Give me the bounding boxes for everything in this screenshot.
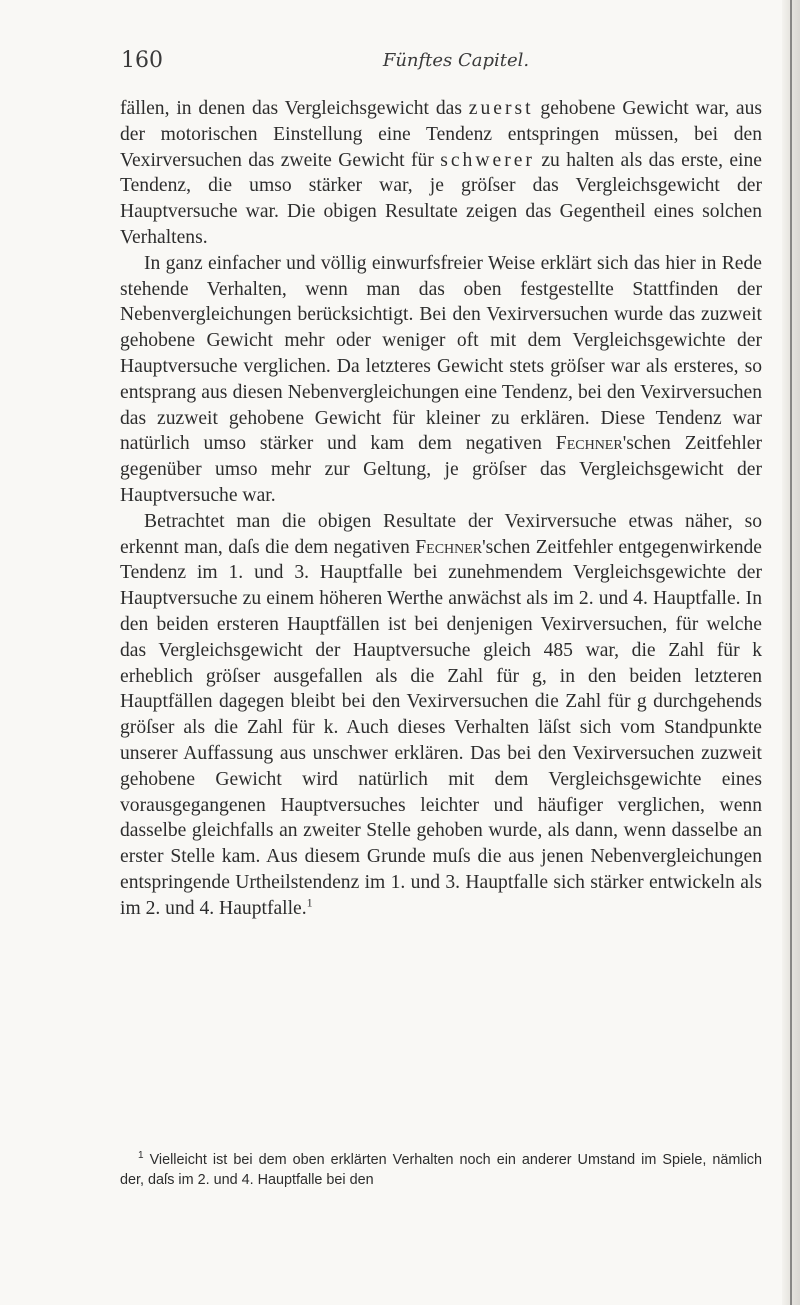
page-number: 160 bbox=[121, 48, 163, 73]
page-header bbox=[121, 48, 761, 82]
paragraph-1-text-c: zu halten als das erste, eine Tendenz, die umso stärker war, je gröſser das Vergleichsgewicht der Hauptversuche war. Die obigen Resultate zeigen das Gegentheil eines solchen Verhaltens. bbox=[120, 149, 762, 248]
paragraph-2-text-b: 'schen Zeitfehler gegenüber umso mehr zur Geltung, je gröſser das Vergleichsgewicht der Hauptversuche war. bbox=[120, 433, 762, 506]
paragraph-1-text-b: gehobene Gewicht war, aus der motorischen Einstellung eine Tendenz entspringen müssen, bei den Vexirversuchen das zweite Gewicht für bbox=[120, 98, 762, 171]
footnote bbox=[120, 1150, 762, 1190]
footnote-reference[interactable]: 1 bbox=[306, 895, 313, 910]
paragraph-2 bbox=[120, 251, 762, 509]
emphasis-schwerer: schwerer bbox=[440, 149, 535, 171]
emphasis-zuerst: zuerst bbox=[468, 98, 534, 119]
paragraph-1 bbox=[120, 96, 762, 251]
footnote-mark: 1 bbox=[138, 1150, 144, 1162]
paragraph-3-text-b: 'schen Zeitfehler entgegenwirkende Tendenz im 1. und 3. Hauptfalle bei zunehmendem Vergleichsgewichte der Hauptversuche zu einem höheren Werthe anwächst als im 2. und 4. Hauptfalle. In den beiden ersteren Hauptfällen ist bei denjenigen Vexirversuchen, für welche das Vergleichsgewicht der Hauptversuche gleich 485 war, die Zahl für k erheblich gröſser ausgefallen als die Zahl für g, in den beiden letzteren Hauptfällen dagegen bleibt bei den Vexirversuchen die Zahl für g durchgehends gröſser als die Zahl für k. Auch dieses Verhalten läſst sich vom Standpunkte unserer Auffassung aus unschwer erklären. Das bei den Vexirversuchen zuzweit gehobene Gewicht wird natürlich mit dem Vergleichsgewichte eines vorausgegangenen Hauptversuches leichter und häufiger verglichen, wenn dasselbe gleichfalls an zweiter Stelle gehoben wurde, als dann, wenn dasselbe an erster Stelle kam. Aus diesem Grunde muſs die aus jenen Nebenvergleichungen entspringende Urtheilstendenz im 1. und 3. Hauptfalle sich stärker entwickeln als im 2. und 4. Hauptfalle. bbox=[120, 536, 762, 919]
body-text bbox=[120, 96, 762, 922]
paragraph-3 bbox=[120, 509, 762, 922]
name-fechner: Fechner bbox=[555, 433, 623, 455]
running-head: Fünftes Capitel. bbox=[382, 50, 530, 71]
paragraph-1-text-a: fällen, in denen das Vergleichsgewicht das bbox=[120, 98, 469, 119]
paragraph-2-text-a: In ganz einfacher und völlig einwurfsfreier Weise erklärt sich das hier in Rede stehende Verhalten, wenn man das oben festgestellte Stattfinden der Nebenvergleichungen berücksichtigt. Bei den Vexirversuchen wurde das zuzweit gehobene Gewicht mehr oder weniger oft mit dem Vergleichsgewichte der Hauptversuche verglichen. Da letzteres Gewicht stets gröſser war als ersteres, so entsprang aus diesen Nebenvergleichungen eine Tendenz, bei den Vexirversuchen das zuzweit gehobene Gewicht für kleiner zu erklären. Diese Tendenz war natürlich umso stärker und kam dem negativen bbox=[120, 252, 762, 455]
name-fechner: Fechner bbox=[415, 536, 483, 558]
page-edge-line bbox=[790, 0, 792, 1305]
footnote-text: Vielleicht ist bei dem oben erklärten Verhalten noch ein anderer Umstand im Spiele, nämlich der, daſs im 2. und 4. Hauptfalle bei den bbox=[120, 1152, 762, 1188]
paragraph-3-text-a: Betrachtet man die obigen Resultate der Vexirversuche etwas näher, so erkennt man, daſs die dem negativen bbox=[120, 510, 762, 558]
